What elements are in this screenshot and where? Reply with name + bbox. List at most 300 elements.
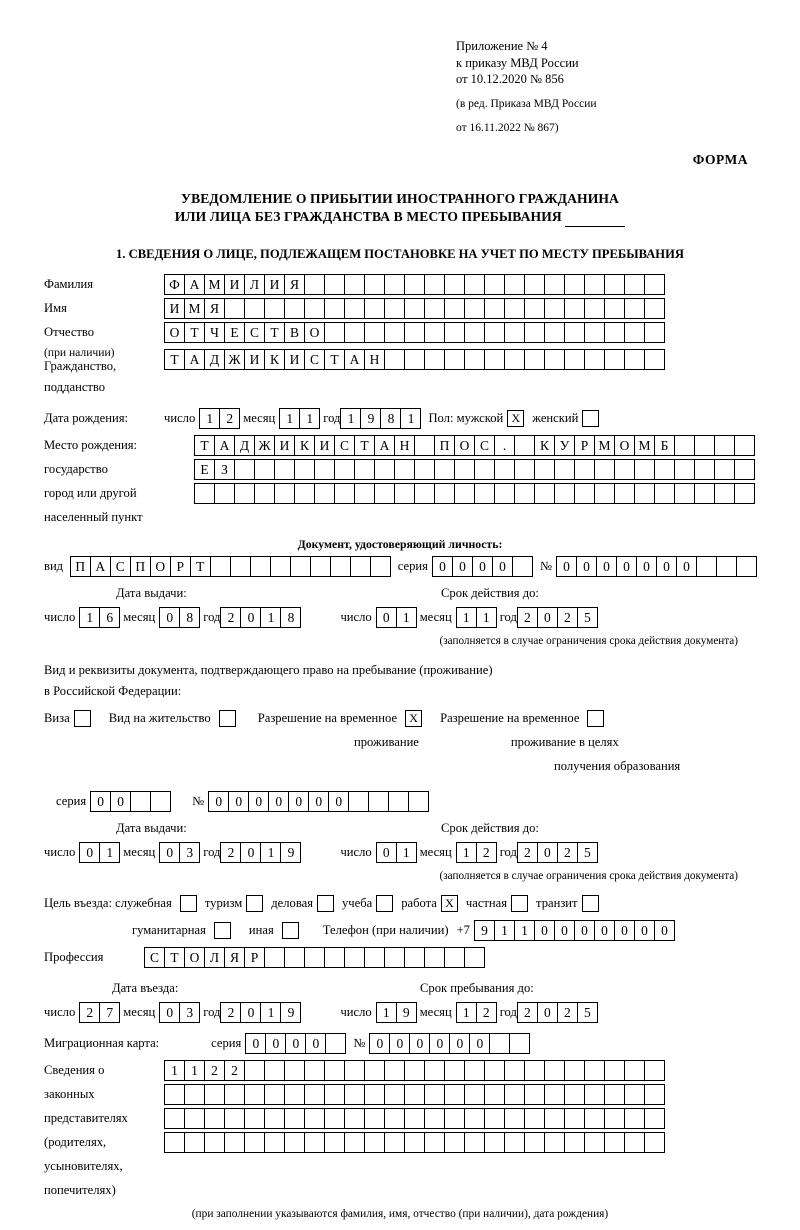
form-cell[interactable] [404, 947, 425, 968]
form-cell[interactable] [204, 1108, 225, 1129]
form-cell[interactable] [634, 459, 655, 480]
form-cell[interactable] [368, 791, 389, 812]
form-cell[interactable]: 0 [429, 1033, 450, 1054]
form-cell[interactable]: 1 [400, 408, 421, 429]
form-cell[interactable]: 5 [577, 1002, 598, 1023]
form-cell[interactable]: 0 [537, 607, 558, 628]
form-cell[interactable] [244, 1084, 265, 1105]
form-cell[interactable] [424, 947, 445, 968]
form-cell[interactable] [484, 349, 505, 370]
form-cell[interactable] [544, 298, 565, 319]
form-cell[interactable]: 0 [596, 556, 617, 577]
form-cell[interactable]: 0 [634, 920, 655, 941]
form-cell[interactable]: О [454, 435, 475, 456]
doc-issue-month-input[interactable] [159, 607, 199, 628]
stay-series-input[interactable] [90, 791, 170, 812]
form-cell[interactable]: 0 [90, 791, 111, 812]
form-cell[interactable] [524, 1060, 545, 1081]
form-cell[interactable]: 1 [494, 920, 515, 941]
form-cell[interactable] [454, 483, 475, 504]
form-cell[interactable] [324, 1084, 345, 1105]
form-cell[interactable]: 9 [396, 1002, 417, 1023]
form-cell[interactable] [224, 298, 245, 319]
form-cell[interactable] [224, 1108, 245, 1129]
form-cell[interactable] [644, 349, 665, 370]
form-cell[interactable]: Т [194, 435, 215, 456]
form-cell[interactable] [524, 274, 545, 295]
form-cell[interactable] [714, 435, 735, 456]
form-cell[interactable] [544, 274, 565, 295]
form-cell[interactable]: 9 [360, 408, 381, 429]
stay-number-input[interactable] [208, 791, 428, 812]
form-cell[interactable]: Д [234, 435, 255, 456]
form-cell[interactable] [504, 1132, 525, 1153]
form-cell[interactable]: 9 [474, 920, 495, 941]
form-cell[interactable] [644, 1108, 665, 1129]
form-cell[interactable]: С [144, 947, 165, 968]
form-cell[interactable] [254, 483, 275, 504]
form-cell[interactable] [310, 556, 331, 577]
form-cell[interactable] [224, 1084, 245, 1105]
form-cell[interactable]: Р [574, 435, 595, 456]
form-cell[interactable]: 1 [79, 607, 100, 628]
form-cell[interactable]: 5 [577, 607, 598, 628]
form-cell[interactable] [444, 1132, 465, 1153]
form-cell[interactable]: 0 [228, 791, 249, 812]
form-cell[interactable] [284, 1084, 305, 1105]
form-cell[interactable] [384, 1060, 405, 1081]
form-cell[interactable] [524, 349, 545, 370]
form-cell[interactable]: 0 [492, 556, 513, 577]
form-cell[interactable]: М [184, 298, 205, 319]
doc-number-input[interactable] [556, 556, 756, 577]
form-cell[interactable]: О [304, 322, 325, 343]
form-cell[interactable] [404, 274, 425, 295]
form-cell[interactable]: Н [394, 435, 415, 456]
form-cell[interactable]: Е [224, 322, 245, 343]
form-cell[interactable] [184, 1132, 205, 1153]
form-cell[interactable]: И [224, 274, 245, 295]
form-cell[interactable] [504, 1108, 525, 1129]
form-cell[interactable] [734, 483, 755, 504]
form-cell[interactable] [324, 298, 345, 319]
form-cell[interactable]: 7 [99, 1002, 120, 1023]
form-cell[interactable]: Р [170, 556, 191, 577]
form-cell[interactable] [370, 556, 391, 577]
form-cell[interactable] [384, 947, 405, 968]
form-cell[interactable] [524, 1084, 545, 1105]
form-cell[interactable] [584, 1060, 605, 1081]
doc-type-input[interactable] [70, 556, 390, 577]
form-cell[interactable] [424, 298, 445, 319]
form-cell[interactable] [284, 1060, 305, 1081]
form-cell[interactable]: И [274, 435, 295, 456]
citizenship-input[interactable] [164, 349, 664, 370]
form-cell[interactable]: Ч [204, 322, 225, 343]
form-cell[interactable] [489, 1033, 510, 1054]
form-cell[interactable] [654, 459, 675, 480]
form-cell[interactable]: И [164, 298, 185, 319]
form-cell[interactable] [544, 1108, 565, 1129]
form-cell[interactable] [344, 1060, 365, 1081]
form-cell[interactable] [484, 1060, 505, 1081]
form-cell[interactable] [130, 791, 151, 812]
form-cell[interactable]: 0 [389, 1033, 410, 1054]
form-cell[interactable]: 8 [380, 408, 401, 429]
birth-month-input[interactable] [279, 408, 319, 429]
form-cell[interactable] [544, 1132, 565, 1153]
form-cell[interactable]: 0 [305, 1033, 326, 1054]
form-cell[interactable] [464, 1132, 485, 1153]
form-cell[interactable]: О [150, 556, 171, 577]
form-cell[interactable]: Ж [254, 435, 275, 456]
purpose-transit-checkbox[interactable] [582, 895, 599, 912]
visa-checkbox[interactable] [74, 710, 91, 727]
form-cell[interactable] [514, 459, 535, 480]
form-cell[interactable]: И [284, 349, 305, 370]
form-cell[interactable] [714, 483, 735, 504]
form-cell[interactable] [534, 483, 555, 504]
form-cell[interactable] [424, 1132, 445, 1153]
form-cell[interactable] [304, 1132, 325, 1153]
form-cell[interactable] [264, 298, 285, 319]
form-cell[interactable] [604, 298, 625, 319]
stay-issue-day-input[interactable] [79, 842, 119, 863]
form-cell[interactable]: А [374, 435, 395, 456]
form-cell[interactable]: 0 [537, 842, 558, 863]
form-cell[interactable]: 1 [260, 1002, 281, 1023]
form-cell[interactable]: 0 [574, 920, 595, 941]
form-cell[interactable] [634, 483, 655, 504]
form-cell[interactable] [464, 947, 485, 968]
doc-issue-day-input[interactable] [79, 607, 119, 628]
form-cell[interactable] [434, 483, 455, 504]
purpose-other-checkbox[interactable] [282, 922, 299, 939]
form-cell[interactable] [624, 1132, 645, 1153]
form-cell[interactable] [290, 556, 311, 577]
form-cell[interactable] [304, 1084, 325, 1105]
form-cell[interactable] [509, 1033, 530, 1054]
form-cell[interactable]: К [534, 435, 555, 456]
form-cell[interactable]: 1 [340, 408, 361, 429]
form-cell[interactable]: 1 [376, 1002, 397, 1023]
form-cell[interactable]: 1 [260, 607, 281, 628]
form-cell[interactable] [464, 1060, 485, 1081]
form-cell[interactable] [484, 298, 505, 319]
form-cell[interactable] [404, 1132, 425, 1153]
form-cell[interactable] [364, 322, 385, 343]
form-cell[interactable]: . [494, 435, 515, 456]
form-cell[interactable] [644, 1084, 665, 1105]
purpose-work-checkbox[interactable]: Х [441, 895, 458, 912]
form-cell[interactable]: 2 [219, 408, 240, 429]
form-cell[interactable] [244, 1108, 265, 1129]
form-cell[interactable]: 1 [199, 408, 220, 429]
form-cell[interactable]: 0 [240, 1002, 261, 1023]
form-cell[interactable] [604, 1060, 625, 1081]
form-cell[interactable] [674, 483, 695, 504]
form-cell[interactable] [254, 459, 275, 480]
form-cell[interactable] [344, 1084, 365, 1105]
purpose-business-checkbox[interactable] [317, 895, 334, 912]
form-cell[interactable]: 1 [164, 1060, 185, 1081]
doc-series-input[interactable] [432, 556, 532, 577]
form-cell[interactable]: Т [164, 947, 185, 968]
stay-valid-month-input[interactable] [456, 842, 496, 863]
form-cell[interactable] [604, 1084, 625, 1105]
form-cell[interactable] [344, 1108, 365, 1129]
form-cell[interactable]: И [314, 435, 335, 456]
form-cell[interactable]: К [264, 349, 285, 370]
form-cell[interactable] [264, 947, 285, 968]
form-cell[interactable]: 0 [654, 920, 675, 941]
form-cell[interactable]: С [244, 322, 265, 343]
form-cell[interactable]: П [434, 435, 455, 456]
form-cell[interactable] [512, 556, 533, 577]
form-cell[interactable] [324, 322, 345, 343]
form-cell[interactable] [344, 947, 365, 968]
form-cell[interactable]: 1 [260, 842, 281, 863]
form-cell[interactable] [284, 298, 305, 319]
form-cell[interactable] [544, 1060, 565, 1081]
form-cell[interactable] [554, 483, 575, 504]
form-cell[interactable]: 0 [409, 1033, 430, 1054]
form-cell[interactable]: И [244, 349, 265, 370]
form-cell[interactable]: 1 [456, 607, 477, 628]
form-cell[interactable]: 0 [469, 1033, 490, 1054]
form-cell[interactable]: 2 [557, 1002, 578, 1023]
form-cell[interactable] [384, 1132, 405, 1153]
stay-issue-year-input[interactable] [220, 842, 300, 863]
form-cell[interactable]: Я [224, 947, 245, 968]
form-cell[interactable]: 0 [268, 791, 289, 812]
form-cell[interactable]: 0 [240, 607, 261, 628]
form-cell[interactable] [464, 349, 485, 370]
birthplace-line-1-input[interactable] [194, 435, 754, 456]
form-cell[interactable]: 2 [517, 1002, 538, 1023]
form-cell[interactable] [604, 349, 625, 370]
form-cell[interactable] [270, 556, 291, 577]
form-cell[interactable] [654, 483, 675, 504]
form-cell[interactable] [184, 1084, 205, 1105]
form-cell[interactable] [694, 435, 715, 456]
form-cell[interactable]: 0 [556, 556, 577, 577]
form-cell[interactable] [274, 459, 295, 480]
form-cell[interactable] [194, 483, 215, 504]
form-cell[interactable] [344, 274, 365, 295]
legal-rep-row-3-input[interactable] [164, 1108, 664, 1129]
form-cell[interactable]: 8 [280, 607, 301, 628]
form-cell[interactable] [504, 274, 525, 295]
form-cell[interactable] [584, 274, 605, 295]
form-cell[interactable]: 0 [656, 556, 677, 577]
edu-residence-checkbox[interactable] [587, 710, 604, 727]
form-cell[interactable]: 1 [184, 1060, 205, 1081]
form-cell[interactable]: И [264, 274, 285, 295]
form-cell[interactable] [564, 349, 585, 370]
birthplace-line-2-input[interactable] [194, 459, 754, 480]
form-cell[interactable] [404, 349, 425, 370]
form-cell[interactable]: 0 [288, 791, 309, 812]
form-cell[interactable] [324, 1132, 345, 1153]
form-cell[interactable]: 0 [432, 556, 453, 577]
form-cell[interactable] [564, 274, 585, 295]
form-cell[interactable] [444, 1108, 465, 1129]
form-cell[interactable]: 2 [220, 607, 241, 628]
form-cell[interactable] [674, 459, 695, 480]
form-cell[interactable] [214, 483, 235, 504]
form-cell[interactable] [514, 483, 535, 504]
form-cell[interactable] [164, 1084, 185, 1105]
form-cell[interactable] [374, 459, 395, 480]
form-cell[interactable] [614, 483, 635, 504]
form-cell[interactable] [564, 1132, 585, 1153]
purpose-tourism-checkbox[interactable] [246, 895, 263, 912]
form-cell[interactable] [210, 556, 231, 577]
form-cell[interactable]: 2 [517, 607, 538, 628]
form-cell[interactable] [644, 274, 665, 295]
form-cell[interactable] [264, 1084, 285, 1105]
doc-valid-month-input[interactable] [456, 607, 496, 628]
form-cell[interactable] [414, 459, 435, 480]
form-cell[interactable] [474, 459, 495, 480]
form-cell[interactable] [624, 1060, 645, 1081]
form-cell[interactable] [564, 322, 585, 343]
form-cell[interactable]: М [634, 435, 655, 456]
birth-year-input[interactable] [340, 408, 420, 429]
form-cell[interactable]: 9 [280, 842, 301, 863]
surname-input[interactable] [164, 274, 664, 295]
form-cell[interactable] [394, 459, 415, 480]
form-cell[interactable]: О [614, 435, 635, 456]
form-cell[interactable] [424, 1060, 445, 1081]
form-cell[interactable]: 0 [452, 556, 473, 577]
form-cell[interactable] [364, 947, 385, 968]
form-cell[interactable]: 0 [110, 791, 131, 812]
form-cell[interactable]: 9 [280, 1002, 301, 1023]
form-cell[interactable] [594, 483, 615, 504]
form-cell[interactable] [404, 1084, 425, 1105]
form-cell[interactable] [334, 483, 355, 504]
form-cell[interactable] [644, 322, 665, 343]
form-cell[interactable]: 0 [208, 791, 229, 812]
form-cell[interactable] [184, 1108, 205, 1129]
form-cell[interactable]: 0 [248, 791, 269, 812]
form-cell[interactable] [404, 1108, 425, 1129]
form-cell[interactable] [264, 1132, 285, 1153]
form-cell[interactable] [304, 274, 325, 295]
form-cell[interactable] [504, 1060, 525, 1081]
form-cell[interactable]: 0 [265, 1033, 286, 1054]
form-cell[interactable]: Т [324, 349, 345, 370]
stay-issue-month-input[interactable] [159, 842, 199, 863]
form-cell[interactable] [604, 1108, 625, 1129]
form-cell[interactable] [274, 483, 295, 504]
sex-female-checkbox[interactable] [582, 410, 599, 427]
form-cell[interactable]: Т [164, 349, 185, 370]
form-cell[interactable] [404, 298, 425, 319]
form-cell[interactable] [554, 459, 575, 480]
temp-residence-checkbox[interactable]: Х [405, 710, 422, 727]
form-cell[interactable] [344, 298, 365, 319]
form-cell[interactable]: С [304, 349, 325, 370]
purpose-humanitarian-checkbox[interactable] [214, 922, 231, 939]
form-cell[interactable] [384, 322, 405, 343]
form-cell[interactable] [424, 1108, 445, 1129]
form-cell[interactable]: О [164, 322, 185, 343]
form-cell[interactable] [604, 1132, 625, 1153]
form-cell[interactable] [464, 298, 485, 319]
form-cell[interactable] [484, 1084, 505, 1105]
form-cell[interactable] [484, 1108, 505, 1129]
form-cell[interactable] [644, 1132, 665, 1153]
form-cell[interactable] [324, 947, 345, 968]
form-cell[interactable] [544, 349, 565, 370]
form-cell[interactable]: 1 [396, 842, 417, 863]
form-cell[interactable] [364, 1132, 385, 1153]
form-cell[interactable] [304, 1060, 325, 1081]
form-cell[interactable]: Ф [164, 274, 185, 295]
form-cell[interactable] [564, 1108, 585, 1129]
form-cell[interactable]: А [344, 349, 365, 370]
form-cell[interactable] [494, 483, 515, 504]
form-cell[interactable] [444, 1060, 465, 1081]
form-cell[interactable] [534, 459, 555, 480]
form-cell[interactable]: 0 [676, 556, 697, 577]
form-cell[interactable]: 0 [449, 1033, 470, 1054]
form-cell[interactable] [408, 791, 429, 812]
form-cell[interactable] [694, 459, 715, 480]
form-cell[interactable] [584, 349, 605, 370]
form-cell[interactable]: 3 [179, 1002, 200, 1023]
form-cell[interactable] [696, 556, 717, 577]
form-cell[interactable] [624, 274, 645, 295]
entry-year-input[interactable] [220, 1002, 300, 1023]
stayuntil-year-input[interactable] [517, 1002, 597, 1023]
form-cell[interactable]: Н [364, 349, 385, 370]
form-cell[interactable]: 1 [279, 408, 300, 429]
form-cell[interactable] [444, 322, 465, 343]
form-cell[interactable] [464, 274, 485, 295]
form-cell[interactable]: У [554, 435, 575, 456]
form-cell[interactable]: К [294, 435, 315, 456]
form-cell[interactable] [484, 322, 505, 343]
form-cell[interactable]: Л [204, 947, 225, 968]
form-cell[interactable]: О [184, 947, 205, 968]
form-cell[interactable]: 1 [99, 842, 120, 863]
form-cell[interactable] [348, 791, 369, 812]
form-cell[interactable] [484, 1132, 505, 1153]
sex-male-checkbox[interactable]: Х [507, 410, 524, 427]
form-cell[interactable] [624, 349, 645, 370]
form-cell[interactable]: 1 [396, 607, 417, 628]
form-cell[interactable]: 1 [514, 920, 535, 941]
form-cell[interactable]: 0 [472, 556, 493, 577]
form-cell[interactable] [164, 1108, 185, 1129]
form-cell[interactable] [314, 483, 335, 504]
form-cell[interactable]: 0 [534, 920, 555, 941]
form-cell[interactable]: М [204, 274, 225, 295]
form-cell[interactable] [584, 1108, 605, 1129]
form-cell[interactable]: А [184, 274, 205, 295]
form-cell[interactable]: 2 [204, 1060, 225, 1081]
form-cell[interactable]: Б [654, 435, 675, 456]
form-cell[interactable] [424, 322, 445, 343]
form-cell[interactable]: 0 [159, 607, 180, 628]
form-cell[interactable]: П [70, 556, 91, 577]
stayuntil-month-input[interactable] [456, 1002, 496, 1023]
form-cell[interactable] [324, 1060, 345, 1081]
